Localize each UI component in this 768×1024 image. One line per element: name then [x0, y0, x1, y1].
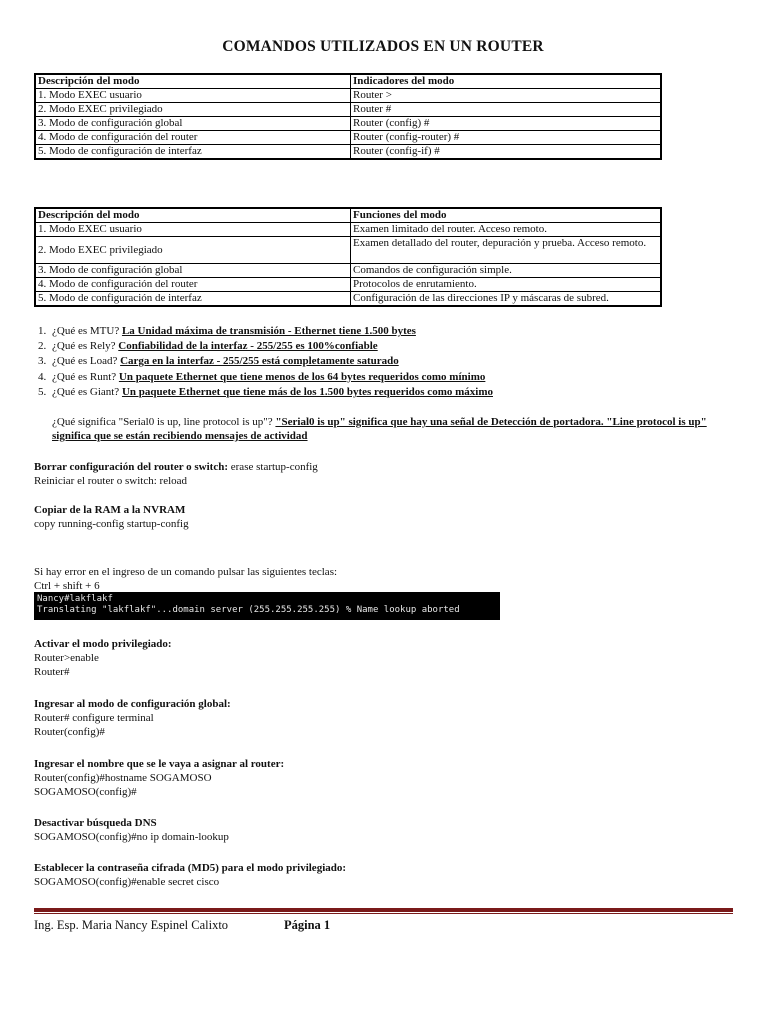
table-cell: 5. Modo de configuración de interfaz	[35, 292, 351, 307]
section-heading: Copiar de la RAM a la NVRAM	[34, 504, 186, 516]
table-cell: Router (config-if) #	[351, 145, 662, 160]
section-heading: Ingresar el nombre que se le vaya a asignar al router:	[34, 758, 285, 770]
command-text: SOGAMOSO(config)#	[34, 786, 137, 798]
command-text: Router# configure terminal	[34, 712, 154, 724]
table-row	[35, 278, 661, 292]
table-row	[35, 103, 661, 117]
column-header: Indicadores del modo	[351, 74, 662, 89]
table-cell: Examen limitado del router. Acceso remoto.	[351, 223, 662, 237]
table-cell: 3. Modo de configuración global	[35, 117, 351, 131]
error-keys-section	[34, 565, 734, 593]
list-number: 2.	[38, 340, 47, 353]
table-row	[35, 131, 661, 145]
page-title: COMANDOS UTILIZADOS EN UN ROUTER	[222, 38, 544, 55]
command-section	[34, 697, 734, 739]
section-heading: Borrar configuración del router o switch:	[34, 461, 229, 473]
terminal-line: Translating "lakflakf"...domain server (255.255.255.255) % Name lookup aborted	[37, 605, 460, 615]
list-item	[34, 385, 734, 400]
table-cell: 2. Modo EXEC privilegiado	[35, 103, 351, 117]
answer-text: La Unidad máxima de transmisión - Ethernet tiene 1.500 bytes	[121, 325, 416, 337]
question-text: ¿Qué es Giant?	[52, 385, 120, 398]
terminal-line: Nancy#lakflakf	[37, 594, 113, 604]
table-cell: 1. Modo EXEC usuario	[35, 223, 351, 237]
footer-author: Ing. Esp. Maria Nancy Espinel Calixto	[34, 918, 229, 932]
table-row	[35, 264, 661, 278]
column-header: Funciones del modo	[351, 208, 662, 223]
command-section	[34, 637, 734, 679]
page-number: Página 1	[284, 918, 331, 932]
table-cell: Comandos de configuración simple.	[351, 264, 662, 278]
table-cell: 2. Modo EXEC privilegiado	[35, 237, 351, 264]
questions-list	[34, 324, 734, 400]
command-section	[34, 861, 734, 889]
erase-config-section	[34, 460, 734, 488]
table-cell: Configuración de las direcciones IP y máscaras de subred.	[351, 292, 662, 307]
command-text: Router(config)#	[34, 726, 105, 738]
command-section	[34, 757, 734, 799]
body-text: Ctrl + shift + 6	[34, 580, 100, 592]
question-text: ¿Qué es MTU?	[52, 325, 120, 337]
mode-functions-table	[34, 207, 662, 307]
table-cell: 1. Modo EXEC usuario	[35, 89, 351, 103]
section-heading: Ingresar al modo de configuración global:	[34, 698, 231, 710]
list-number: 4.	[38, 370, 47, 383]
question-text: ¿Qué es Runt?	[52, 370, 117, 383]
list-item	[34, 339, 734, 354]
table-cell: 4. Modo de configuración del router	[35, 278, 351, 292]
command-text: SOGAMOSO(config)#enable secret cisco	[34, 876, 220, 888]
command-text: Router(config)#hostname SOGAMOSO	[34, 772, 212, 784]
mode-indicators-table	[34, 73, 662, 160]
command-text: SOGAMOSO(config)#no ip domain-lookup	[34, 831, 229, 843]
section-heading: Establecer la contraseña cifrada (MD5) para el modo privilegiado:	[34, 862, 347, 874]
question-text: ¿Qué significa "Serial0 is up, line protocol is up"?	[52, 416, 273, 428]
table-row	[35, 145, 661, 160]
table-row	[35, 292, 661, 307]
table-cell: Router (config-router) #	[351, 131, 662, 145]
copy-ram-section	[34, 503, 734, 531]
table-cell: Examen detallado del router, depuración y prueba. Acceso remoto.	[351, 237, 662, 264]
table-row	[35, 89, 661, 103]
table-row	[35, 223, 661, 237]
command-text: Reiniciar el router o switch: reload	[34, 475, 188, 487]
table-cell: Router >	[351, 89, 662, 103]
page-footer	[34, 918, 534, 933]
list-item	[34, 354, 734, 369]
footer-rule	[34, 908, 733, 912]
command-text: Router>enable	[34, 652, 99, 664]
table-row	[35, 117, 661, 131]
table-row	[35, 237, 661, 264]
table-cell: Router #	[351, 103, 662, 117]
command-text: Router#	[34, 666, 70, 678]
table-cell: 5. Modo de configuración de interfaz	[35, 145, 351, 160]
list-number: 5.	[38, 385, 47, 398]
command-section	[34, 816, 734, 844]
command-text: erase startup-config	[228, 461, 318, 473]
serial-question	[52, 415, 742, 443]
table-header-row	[35, 208, 661, 223]
answer-text: "Serial0 is up" significa que hay una señal de Detección de portadora. "Line protocol is up" significa que se están recibiendo mensajes de actividad	[52, 416, 707, 442]
list-number: 1.	[38, 325, 47, 337]
terminal-screenshot	[34, 592, 500, 620]
answer-text: Confiabilidad de la interfaz - 255/255 es 100%confiable	[118, 340, 378, 353]
list-item	[34, 324, 734, 339]
table-cell: 3. Modo de configuración global	[35, 264, 351, 278]
list-item	[34, 370, 734, 385]
list-number: 3.	[38, 355, 47, 368]
table-cell: Protocolos de enrutamiento.	[351, 278, 662, 292]
column-header: Descripción del modo	[35, 208, 351, 223]
table-cell: 4. Modo de configuración del router	[35, 131, 351, 145]
answer-text: Un paquete Ethernet que tiene menos de los 64 bytes requeridos como mínimo	[118, 370, 486, 383]
question-text: ¿Qué es Rely?	[52, 340, 116, 353]
question-text: ¿Qué es Load?	[52, 355, 118, 368]
answer-text: Un paquete Ethernet que tiene más de los 1.500 bytes requeridos como máximo	[121, 385, 493, 398]
command-text: copy running-config startup-config	[34, 518, 189, 530]
section-heading: Desactivar búsqueda DNS	[34, 817, 157, 829]
section-heading: Activar el modo privilegiado:	[34, 638, 172, 650]
column-header: Descripción del modo	[35, 74, 351, 89]
answer-text: Carga en la interfaz - 255/255 está completamente saturado	[120, 355, 399, 368]
footer-rule-thin	[34, 913, 733, 914]
body-text: Si hay error en el ingreso de un comando pulsar las siguientes teclas:	[34, 566, 338, 578]
table-cell: Router (config) #	[351, 117, 662, 131]
table-header-row	[35, 74, 661, 89]
